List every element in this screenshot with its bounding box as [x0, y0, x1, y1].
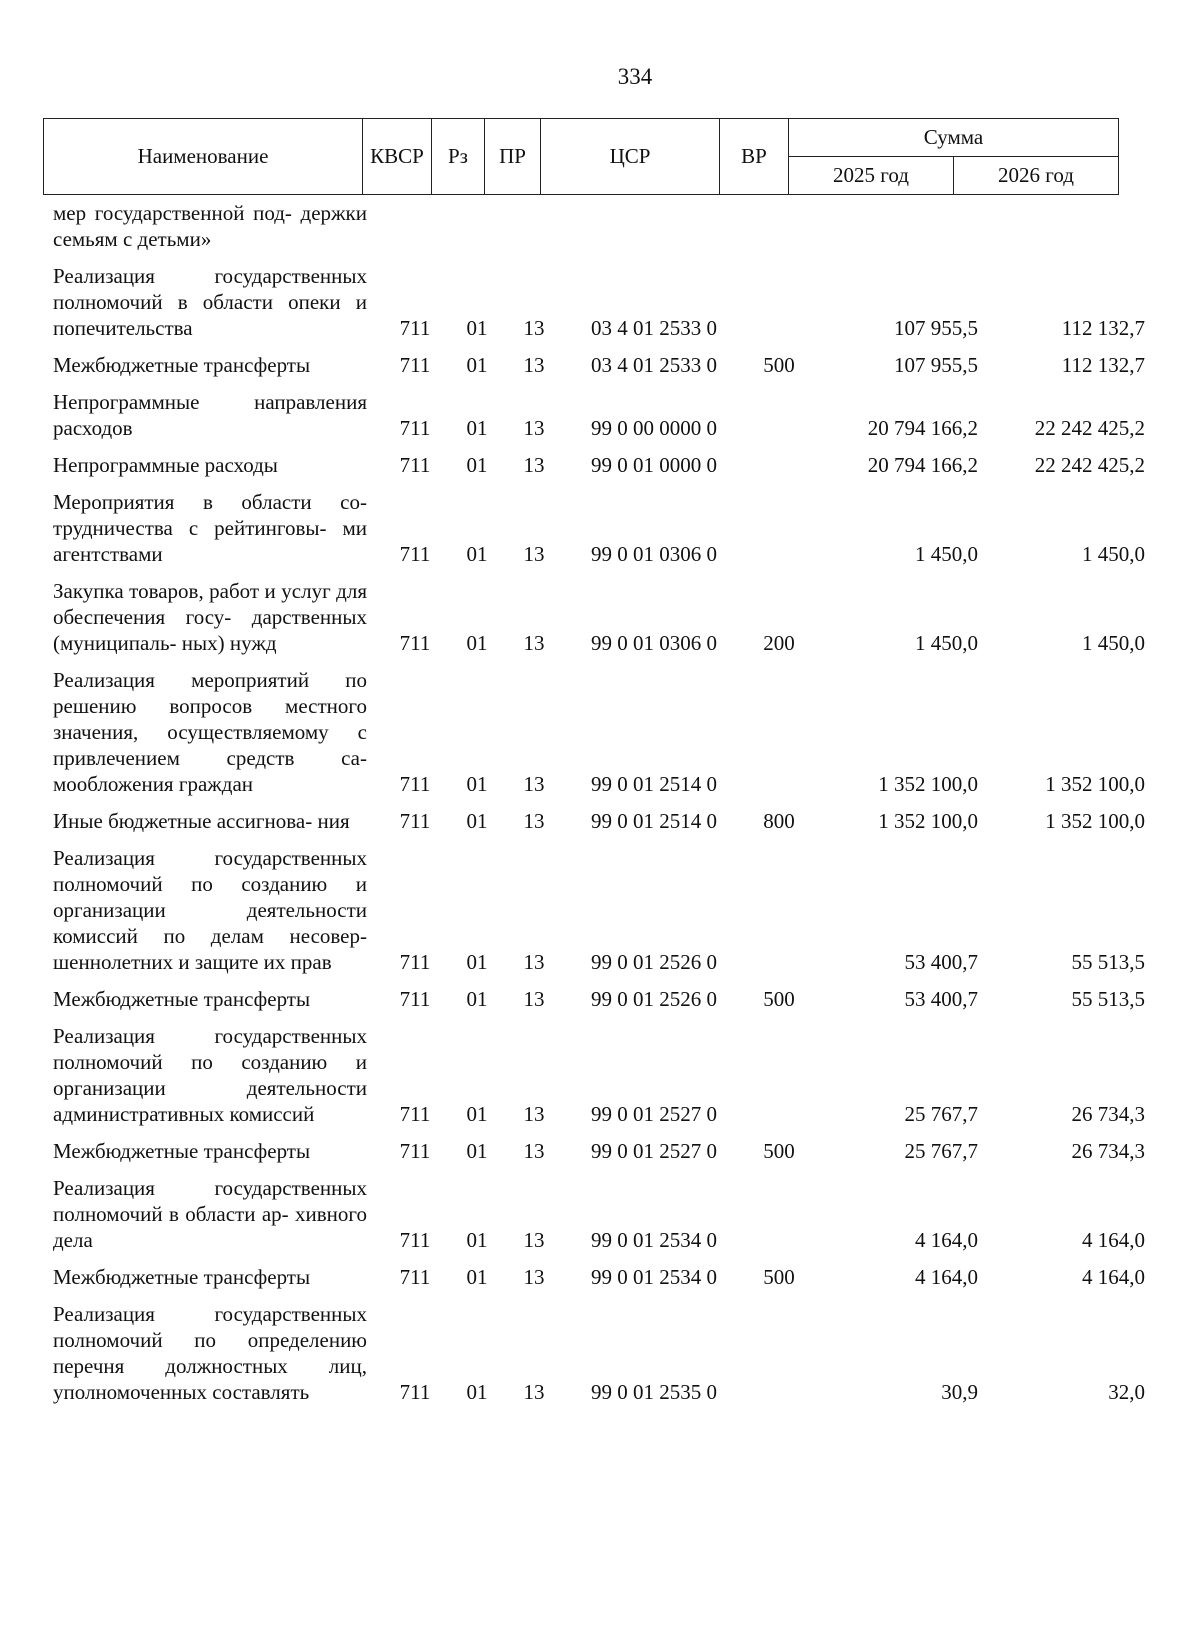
row-csr: 99 0 01 2527 0 [591, 1139, 717, 1163]
row-sum-2026: 55 513,5 [1071, 987, 1145, 1011]
row-sum-2025: 25 767,7 [904, 1139, 978, 1163]
row-rz: 01 [466, 542, 488, 566]
page-number: 334 [617, 64, 653, 89]
row-sum-2025: 53 400,7 [904, 950, 978, 974]
table-row [43, 200, 1163, 252]
row-sum-2026: 4 164,0 [1082, 1228, 1145, 1252]
row-name: Реализация мероприятий по решению вопросов местного значения, осуществляемому с привлечением средств са- мообложения граждан [53, 668, 367, 796]
row-pr: 13 [523, 416, 545, 440]
row-rz: 01 [466, 1102, 488, 1126]
row-sum-2025: 1 450,0 [915, 542, 978, 566]
row-csr: 99 0 01 2526 0 [591, 950, 717, 974]
row-name: Закупка товаров, работ и услуг для обеспечения госу- дарственных (муниципаль- ных) нужд [53, 579, 367, 655]
row-rz: 01 [466, 453, 488, 477]
row-sum-2026: 1 352 100,0 [1045, 772, 1145, 796]
row-name: Мероприятия в области со- трудничества с рейтинговы- ми агентствами [53, 490, 367, 566]
row-pr: 13 [523, 1102, 545, 1126]
row-csr: 99 0 01 2514 0 [591, 772, 717, 796]
row-name: Межбюджетные трансферты [53, 1139, 311, 1163]
row-kvsr: 711 [399, 950, 431, 974]
row-rz: 01 [466, 353, 488, 377]
row-vr: 500 [763, 1265, 795, 1289]
row-rz: 01 [466, 316, 488, 340]
row-sum-2026: 4 164,0 [1082, 1265, 1145, 1289]
row-pr: 13 [523, 453, 545, 477]
row-pr: 13 [523, 542, 545, 566]
table-row [43, 986, 1163, 1012]
row-kvsr: 711 [399, 1102, 431, 1126]
row-sum-2025: 25 767,7 [904, 1102, 978, 1126]
row-sum-2025: 107 955,5 [894, 353, 978, 377]
row-rz: 01 [466, 950, 488, 974]
row-pr: 13 [523, 987, 545, 1011]
header-vr: ВР [720, 119, 789, 195]
row-csr: 99 0 01 2534 0 [591, 1265, 717, 1289]
header-name: Наименование [44, 119, 363, 195]
row-rz: 01 [466, 772, 488, 796]
row-csr: 99 0 01 2526 0 [591, 987, 717, 1011]
row-kvsr: 711 [399, 1228, 431, 1252]
row-rz: 01 [466, 809, 488, 833]
row-rz: 01 [466, 987, 488, 1011]
row-sum-2026: 112 132,7 [1061, 316, 1145, 340]
row-kvsr: 711 [399, 809, 431, 833]
row-csr: 99 0 01 2514 0 [591, 809, 717, 833]
row-sum-2025: 1 352 100,0 [878, 809, 978, 833]
table-header [43, 118, 1119, 195]
row-kvsr: 711 [399, 316, 431, 340]
header-sum: Сумма [789, 119, 1119, 157]
row-sum-2026: 1 352 100,0 [1045, 809, 1145, 833]
header-rz: Рз [432, 119, 485, 195]
table-body [43, 200, 1163, 1416]
row-sum-2026: 22 242 425,2 [1034, 416, 1145, 440]
row-pr: 13 [523, 950, 545, 974]
row-sum-2025: 30,9 [941, 1380, 978, 1404]
row-kvsr: 711 [399, 1265, 431, 1289]
row-sum-2025: 4 164,0 [915, 1228, 978, 1252]
row-kvsr: 711 [399, 542, 431, 566]
row-name: Реализация государственных полномочий по созданию и организации деятельности административных комиссий [53, 1024, 367, 1126]
table-row [43, 452, 1163, 478]
row-name: Реализация государственных полномочий в области опеки и попечительства [53, 264, 367, 340]
table-row [43, 263, 1163, 341]
table-row [43, 1175, 1163, 1253]
table-row [43, 1023, 1163, 1127]
row-pr: 13 [523, 809, 545, 833]
row-sum-2025: 53 400,7 [904, 987, 978, 1011]
table-row [43, 578, 1163, 656]
row-pr: 13 [523, 1380, 545, 1404]
row-name: Межбюджетные трансферты [53, 1265, 311, 1289]
row-name: Межбюджетные трансферты [53, 987, 311, 1011]
header-csr: ЦСР [541, 119, 720, 195]
row-csr: 99 0 01 2534 0 [591, 1228, 717, 1252]
row-vr: 500 [763, 987, 795, 1011]
row-sum-2026: 26 734,3 [1071, 1139, 1145, 1163]
row-csr: 99 0 01 0000 0 [591, 453, 717, 477]
row-pr: 13 [523, 631, 545, 655]
row-rz: 01 [466, 1380, 488, 1404]
row-pr: 13 [523, 772, 545, 796]
row-sum-2026: 1 450,0 [1082, 631, 1145, 655]
row-sum-2025: 107 955,5 [894, 316, 978, 340]
table-row [43, 1264, 1163, 1290]
row-name: Реализация государственных полномочий по созданию и организации деятельности комиссий по делам несовер- шеннолетних и защите их прав [53, 846, 367, 974]
row-vr: 500 [763, 353, 795, 377]
row-sum-2026: 55 513,5 [1071, 950, 1145, 974]
row-rz: 01 [466, 1265, 488, 1289]
row-vr: 500 [763, 1139, 795, 1163]
table-row [43, 808, 1163, 834]
row-kvsr: 711 [399, 1139, 431, 1163]
table-row [43, 389, 1163, 441]
row-csr: 03 4 01 2533 0 [591, 316, 717, 340]
row-csr: 99 0 01 2535 0 [591, 1380, 717, 1404]
row-pr: 13 [523, 1265, 545, 1289]
row-sum-2026: 32,0 [1108, 1380, 1145, 1404]
row-kvsr: 711 [399, 1380, 431, 1404]
row-sum-2025: 4 164,0 [915, 1265, 978, 1289]
row-sum-2025: 1 450,0 [915, 631, 978, 655]
row-rz: 01 [466, 1228, 488, 1252]
row-sum-2025: 1 352 100,0 [878, 772, 978, 796]
header-2025: 2025 год [789, 157, 954, 195]
row-name: Иные бюджетные ассигнова- ния [53, 809, 350, 833]
table-row [43, 1301, 1163, 1405]
row-kvsr: 711 [399, 772, 431, 796]
row-csr: 99 0 01 0306 0 [591, 631, 717, 655]
row-kvsr: 711 [399, 353, 431, 377]
row-kvsr: 711 [399, 453, 431, 477]
row-vr: 200 [763, 631, 795, 655]
table-row [43, 1138, 1163, 1164]
row-kvsr: 711 [399, 631, 431, 655]
row-name: Межбюджетные трансферты [53, 353, 311, 377]
row-csr: 99 0 01 2527 0 [591, 1102, 717, 1126]
row-name: Реализация государственных полномочий по определению перечня должностных лиц, уполномоченных составлять [53, 1302, 367, 1404]
row-pr: 13 [523, 1228, 545, 1252]
row-sum-2026: 22 242 425,2 [1034, 453, 1145, 477]
header-pr: ПР [485, 119, 541, 195]
table-row [43, 489, 1163, 567]
row-csr: 99 0 01 0306 0 [591, 542, 717, 566]
row-sum-2026: 1 450,0 [1082, 542, 1145, 566]
table-row [43, 845, 1163, 975]
table-row [43, 352, 1163, 378]
row-name: мер государственной под- держки семьям с детьми» [53, 201, 367, 251]
row-rz: 01 [466, 631, 488, 655]
table-row [43, 667, 1163, 797]
header-2026: 2026 год [954, 157, 1119, 195]
row-pr: 13 [523, 353, 545, 377]
row-csr: 03 4 01 2533 0 [591, 353, 717, 377]
row-name: Реализация государственных полномочий в области ар- хивного дела [53, 1176, 367, 1252]
row-sum-2025: 20 794 166,2 [867, 453, 978, 477]
row-name: Непрограммные направления расходов [53, 390, 367, 440]
row-csr: 99 0 00 0000 0 [591, 416, 717, 440]
row-name: Непрограммные расходы [53, 453, 278, 477]
row-sum-2025: 20 794 166,2 [867, 416, 978, 440]
row-rz: 01 [466, 1139, 488, 1163]
row-sum-2026: 26 734,3 [1071, 1102, 1145, 1126]
row-kvsr: 711 [399, 416, 431, 440]
row-pr: 13 [523, 1139, 545, 1163]
row-rz: 01 [466, 416, 488, 440]
row-sum-2026: 112 132,7 [1061, 353, 1145, 377]
row-vr: 800 [763, 809, 795, 833]
row-kvsr: 711 [399, 987, 431, 1011]
row-pr: 13 [523, 316, 545, 340]
header-kvsr: КВСР [363, 119, 432, 195]
